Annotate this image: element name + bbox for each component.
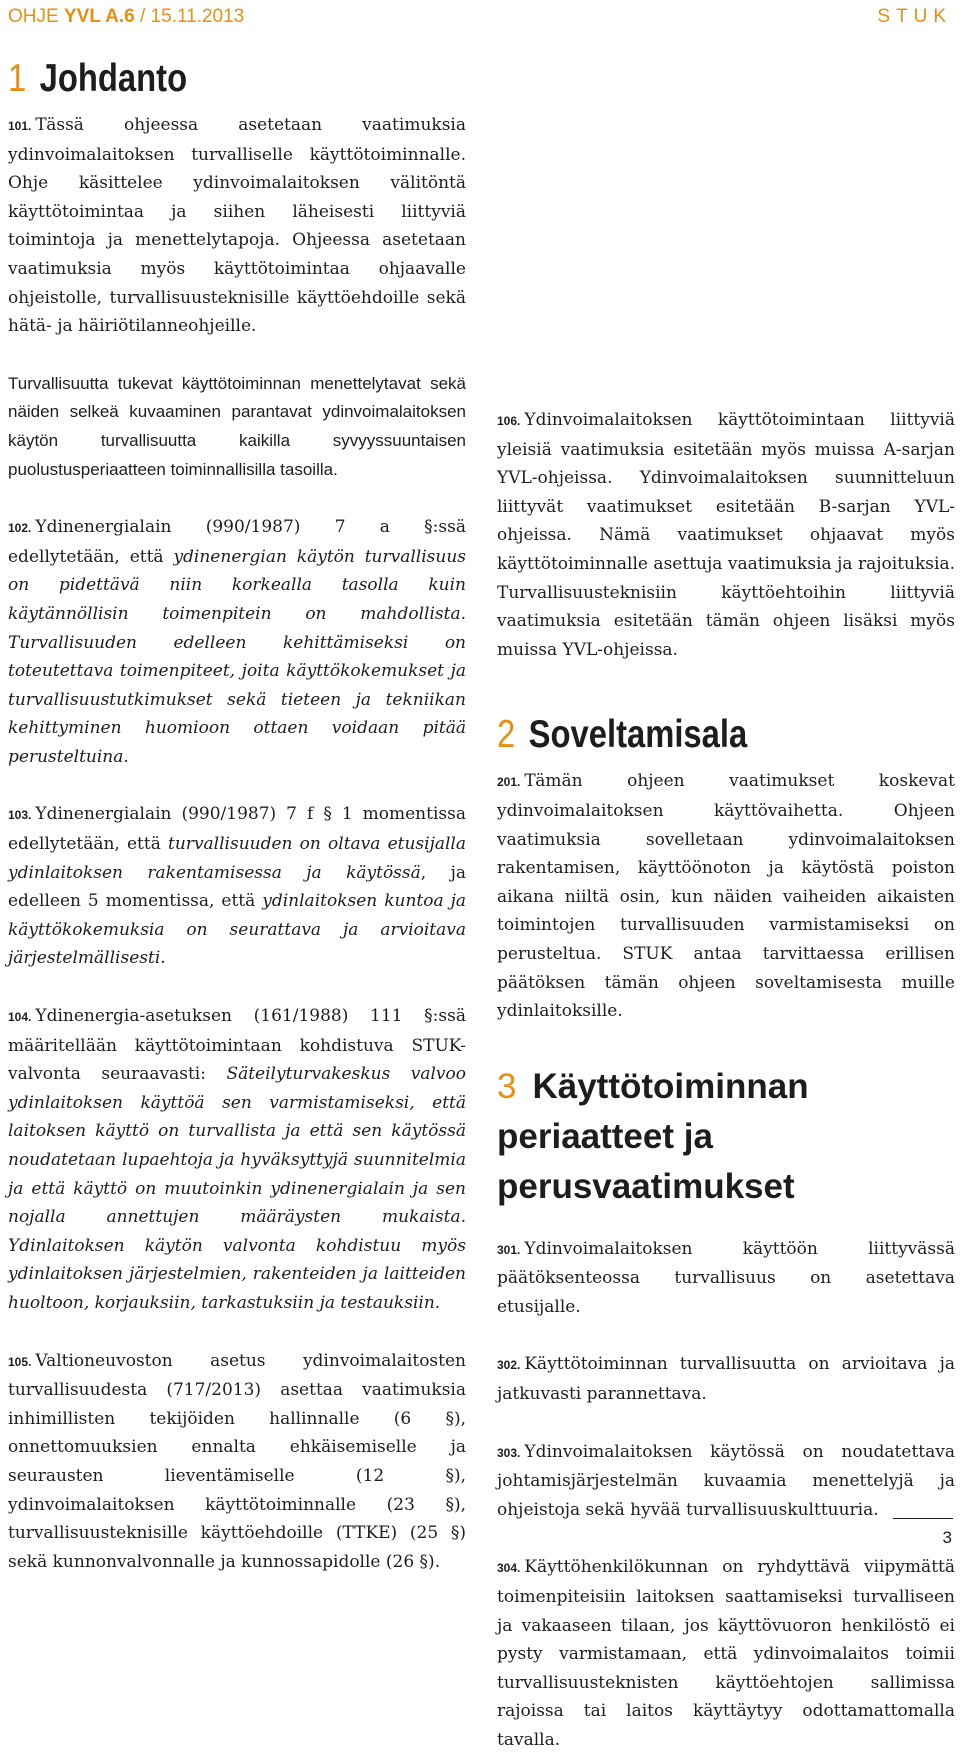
- paragraph-101-continued: [8, 370, 466, 484]
- page-number: 3: [942, 1528, 952, 1547]
- paragraph-102: [8, 513, 466, 771]
- paragraph-number: 304.: [497, 1561, 521, 1576]
- section-heading-1: [8, 56, 393, 102]
- section-heading-3: [497, 1062, 827, 1212]
- header-doc-ref: [8, 6, 244, 28]
- paragraph-quote: Säteilyturvakeskus valvoo ydinlaitoksen käyttöä sen varmistamiseksi, että laitoksen käyttö on turvallista ja että sen käytössä noudatetaan lupaehtoja ja hyväksyttyjä suunnitelmia ja että käyttö on muutoinkin ydinenergialain ja sen nojalla annettujen määräysten mukaista. Ydinlaitoksen käytön valvonta kohdistuu myös ydinlaitoksen järjestelmien, rakenteiden ja laitteiden huoltoon, korjauksiin, tarkastuksiin ja testauksiin.: [8, 1064, 467, 1313]
- paragraph-201: [497, 767, 955, 1025]
- paragraph-text: Käyttötoiminnan turvallisuutta on arvioitava ja jatkuvasti parannettava.: [497, 1354, 955, 1405]
- section-number: 3: [497, 1066, 517, 1106]
- header-prefix: OHJE: [8, 6, 59, 27]
- paragraph-text: Käyttöhenkilökunnan on ryhdyttävä viipymättä toimenpiteisiin laitoksen saattamiseksi turvalliseen ja vakaaseen tilaan, jos käyttövuoron henkilöstö ei pysty varmistamaan, että ydinvoimalaitos toimii turvallisuusteknisten käyttöehtojen sallimissa rajoissa tai laitos käyttäytyy odottamattomalla tavalla.: [497, 1557, 955, 1750]
- paragraph-302: [497, 1350, 955, 1408]
- paragraph-text: Tämän ohjeen vaatimukset koskevat ydinvoimalaitoksen käyttövaihetta. Ohjeen vaatimuksia sovelletaan ydinvoimalaitoksen rakentamisen, käyttöönoton ja käytöstä poiston aikana niiltä osin, kun näiden vaiheiden aikaisten toimintojen turvallisuuden varmistamiseksi on perusteltua. STUK antaa tarvittaessa erillisen päätöksen tämän ohjeen soveltamisesta muille ydinlaitoksille.: [497, 771, 955, 1022]
- header-date: / 15.11.2013: [140, 6, 245, 27]
- paragraph-text: Ydinenergia-asetuksen (161/1988) 111 §:ssä määritellään käyttötoimintaan kohdistuva STUK-valvonta seuraavasti:: [8, 1006, 466, 1085]
- paragraph-number: 104.: [8, 1010, 32, 1025]
- paragraph-text: Ydinvoimalaitoksen käyttötoimintaan liittyviä yleisiä vaatimuksia esitetään myös muissa A-sarjan YVL-ohjeissa. Ydinvoimalaitoksen suunnitteluun liittyvät vaatimukset esitetään B-sarjan YVL-ohjeissa. Nämä vaatimukset ohjaavat myös käyttötoiminnalle asettuja vaatimuksia ja rajoituksia. Turvallisuusteknisiin käyttöehtoihin liittyviä vaatimuksia esitetään tämän ohjeen lisäksi myös muissa YVL-ohjeissa.: [497, 410, 955, 660]
- paragraph-number: 101.: [8, 119, 32, 133]
- paragraph-number: 105.: [8, 1354, 32, 1369]
- paragraph-quote: ydinenergian käytön turvallisuus on pidettävä niin korkealla tasolla kuin käytännöllisin toimenpitein on mahdollista. Turvallisuuden edelleen kehittämiseksi on toteutettava toimenpiteet, joita käyttökokemukset ja turvallisuustutkimukset sekä tieteen ja tekniikan kehittyminen huomioon ottaen voidaan pitää perusteltuina.: [8, 546, 467, 767]
- paragraph-quote: turvallisuuden on oltava etusijalla ydinlaitoksen rakentamisessa ja käytössä: [8, 834, 466, 883]
- paragraph-number: 103.: [8, 808, 32, 823]
- section-title: Käyttötoiminnan periaatteet ja perusvaatimukset: [497, 1066, 809, 1206]
- header-org: STUK: [877, 6, 952, 27]
- paragraph-text: Ydinvoimalaitoksen käyttöön liittyvässä päätöksenteossa turvallisuus on asetettava etusijalle.: [497, 1238, 955, 1317]
- paragraph-304: [497, 1553, 955, 1754]
- paragraph-104: [8, 1002, 466, 1318]
- paragraph-number: 303.: [497, 1445, 521, 1460]
- footer-rule: [893, 1518, 953, 1519]
- paragraph-103: [8, 800, 466, 973]
- paragraph-number: 302.: [497, 1358, 521, 1373]
- left-column: [8, 56, 466, 1576]
- section-number: 1: [8, 57, 27, 100]
- paragraph-text: Turvallisuutta tukevat käyttötoiminnan menettelytavat sekä näiden selkeä kuvaaminen parantavat ydinvoimalaitoksen käytön turvallisuutta kaikilla syvyyssuuntaisen puolustusperiaatteen toiminnallisilla tasoilla.: [8, 373, 466, 479]
- paragraph-quote: ydinlaitoksen kuntoa ja käyttökokemuksia on seurattava ja arvioitava järjestelmällisesti.: [8, 891, 466, 969]
- paragraph-303: [497, 1438, 955, 1525]
- section-title: Johdanto: [39, 57, 188, 100]
- paragraph-number: 106.: [497, 414, 521, 428]
- paragraph-text: , ja edelleen 5 momentissa, että: [8, 862, 466, 912]
- section-number: 2: [497, 713, 516, 757]
- paragraph-106: [497, 406, 955, 664]
- paragraph-text: Tässä ohjeessa asetetaan vaatimuksia ydinvoimalaitoksen turvalliselle käyttötoiminnalle. Ohje käsittelee ydinvoimalaitoksen välitöntä käyttötoimintaa ja siihen läheisesti liittyviä toimintoja ja menettelytapoja. Ohjeessa asetetaan vaatimuksia myös käyttötoimintaa ohjaavalle ohjeistolle, turvallisuusteknisille käyttöehdoille sekä hätä- ja häiriötilanneohjeille.: [8, 115, 466, 337]
- header-doc-id: YVL A.6: [63, 6, 135, 27]
- paragraph-number: 301.: [497, 1242, 521, 1257]
- page-header: [8, 6, 952, 28]
- paragraph-number: 201.: [497, 775, 521, 790]
- paragraph-text: Ydinenergialain (990/1987) 7 a §:ssä edellytetään, että: [8, 517, 466, 567]
- paragraph-text: Ydinvoimalaitoksen käytössä on noudatettava johtamisjärjestelmän kuvaamia menettelyjä ja ohjeistoja sekä hyvää turvallisuuskulttuuria.: [497, 1441, 955, 1520]
- paragraph-101: [8, 111, 466, 341]
- right-column-flow: [497, 406, 955, 1755]
- section-title: Soveltamisala: [528, 713, 748, 757]
- paragraph-105: [8, 1347, 466, 1577]
- paragraph-number: 102.: [8, 521, 32, 536]
- paragraph-text: Valtioneuvoston asetus ydinvoimalaitosten turvallisuudesta (717/2013) asettaa vaatimuksia inhimillisten tekijöiden hallinnalle (6 §), onnettomuuksien ennalta ehkäisemiselle ja seurausten lieventämiselle (12 §), ydinvoimalaitoksen käyttötoiminnalle (23 §), turvallisuusteknisille käyttöehdoille (TTKE) (25 §) sekä kunnonvalvonnalle ja kunnossapidolle (26 §).: [8, 1350, 466, 1572]
- section-heading-2: [497, 712, 882, 758]
- paragraph-text: Ydinenergialain (990/1987) 7 f § 1 momentissa edellytetään, että: [8, 804, 466, 855]
- paragraph-301: [497, 1235, 955, 1322]
